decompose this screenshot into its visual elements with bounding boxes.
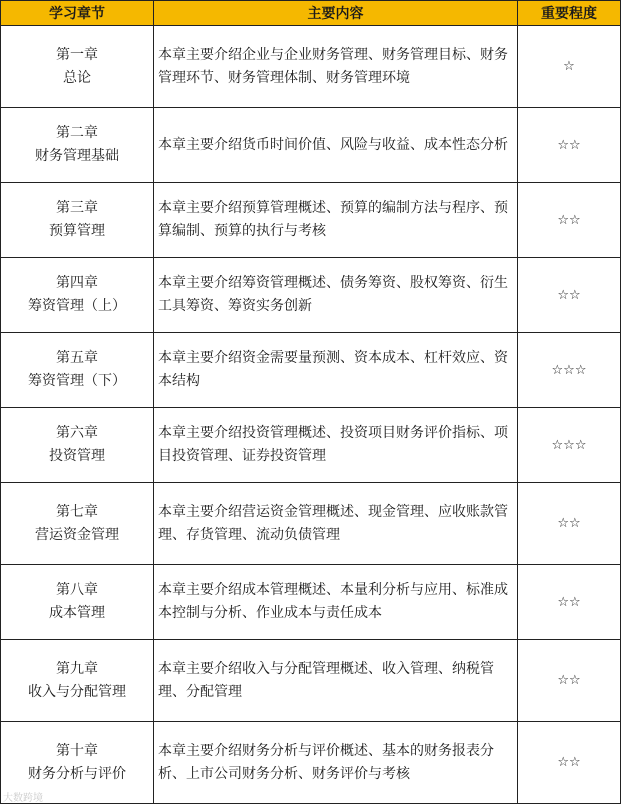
chapter-number: 第二章 [56,125,98,141]
content-cell: 本章主要介绍企业与企业财务管理、财务管理目标、财务管理环节、财务管理体制、财务管理环境 [154,26,518,108]
content-cell: 本章主要介绍投资管理概述、投资项目财务评价指标、项目投资管理、证券投资管理 [154,408,518,483]
content-cell: 本章主要介绍筹资管理概述、债务筹资、股权筹资、衍生工具筹资、筹资实务创新 [154,258,518,333]
chapter-number: 第十章 [56,742,98,759]
chapter-number: 第九章 [56,660,98,677]
chapter-name: 收入与分配管理 [28,683,126,700]
chapter-cell [1,183,154,258]
content-cell: 本章主要介绍收入与分配管理概述、收入管理、纳税管理、分配管理 [154,640,518,722]
chapter-number: 第一章 [56,46,98,63]
content-cell: 本章主要介绍财务分析与评价概述、基本的财务报表分析、上市公司财务分析、财务评价与考核 [154,722,518,804]
chapter-cell [1,483,154,565]
table-row [1,183,621,258]
chapter-cell [1,565,154,640]
importance-stars: ☆☆ [518,108,621,183]
content-cell: 本章主要介绍货币时间价值、风险与收益、成本性态分析 [154,108,518,183]
table-row [1,722,621,804]
table-row [1,258,621,333]
table-header-row [1,1,621,26]
chapter-number: 第八章 [56,582,98,598]
importance-stars: ☆☆☆ [518,408,621,483]
importance-stars: ☆☆ [518,483,621,565]
chapter-name: 投资管理 [49,448,105,464]
table-row [1,108,621,183]
chapter-name: 营运资金管理 [35,526,119,543]
importance-stars: ☆☆ [518,640,621,722]
content-cell: 本章主要介绍预算管理概述、预算的编制方法与程序、预算编制、预算的执行与考核 [154,183,518,258]
chapter-number: 第三章 [56,200,98,216]
table-row [1,640,621,722]
header-content: 主要内容 [154,1,518,26]
watermark: 大数跨境 [3,793,43,804]
chapter-name: 筹资管理（下） [28,373,126,389]
table-row [1,565,621,640]
chapter-cell [1,408,154,483]
chapter-name: 财务管理基础 [35,148,119,164]
importance-stars: ☆☆ [518,183,621,258]
importance-stars: ☆☆☆ [518,333,621,408]
chapter-number: 第五章 [56,350,98,366]
chapter-name: 总论 [63,69,91,86]
table-row [1,26,621,108]
importance-stars: ☆☆ [518,258,621,333]
chapter-name: 筹资管理（上） [28,298,126,314]
header-importance: 重要程度 [518,1,621,26]
content-cell: 本章主要介绍营运资金管理概述、现金管理、应收账款管理、存货管理、流动负债管理 [154,483,518,565]
chapter-number: 第四章 [56,275,98,291]
table-row [1,333,621,408]
chapter-number: 第六章 [56,425,98,441]
chapter-name: 成本管理 [49,605,105,621]
importance-stars: ☆☆ [518,565,621,640]
chapter-cell [1,640,154,722]
chapter-cell [1,258,154,333]
header-chapter: 学习章节 [1,1,154,26]
importance-stars: ☆ [518,26,621,108]
chapter-cell [1,26,154,108]
content-cell: 本章主要介绍成本管理概述、本量利分析与应用、标准成本控制与分析、作业成本与责任成本 [154,565,518,640]
importance-stars: ☆☆ [518,722,621,804]
chapter-cell [1,108,154,183]
content-cell: 本章主要介绍资金需要量预测、资本成本、杠杆效应、资本结构 [154,333,518,408]
chapter-name: 预算管理 [49,223,105,239]
chapter-cell [1,333,154,408]
table-row [1,483,621,565]
chapter-number: 第七章 [56,503,98,520]
chapter-name: 财务分析与评价 [28,765,126,782]
table-row [1,408,621,483]
